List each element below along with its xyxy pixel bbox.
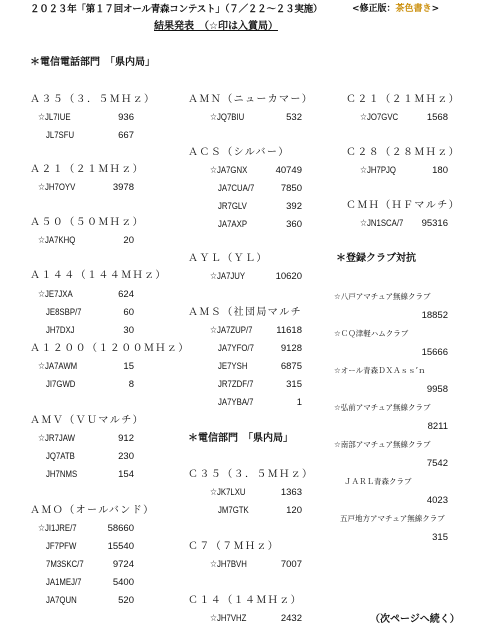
callsign: JR7GLV — [218, 201, 247, 212]
callsign: JI7GWD — [46, 379, 76, 390]
score: 520 — [118, 595, 134, 606]
club-score: 315 — [432, 532, 448, 543]
club-name: ☆弘前アマチュア無線クラブ — [334, 403, 431, 412]
callsign: ☆JH7OYV — [38, 182, 76, 193]
band-header-a21: Ａ２１（２１ＭＨｚ） — [30, 164, 144, 175]
band-header-a50: Ａ５０（５０ＭＨｚ） — [30, 217, 144, 228]
band-header-ayl: ＡＹＬ（ＹＬ） — [188, 253, 268, 264]
revision-prefix: <修正版： — [352, 4, 396, 14]
club-name: ☆オール青森ＤＸＡｓｓ’ｎ — [334, 366, 426, 375]
score: 1363 — [280, 487, 302, 498]
club-score: 9958 — [426, 384, 448, 395]
score: 360 — [286, 219, 302, 230]
club-score: 8211 — [427, 421, 448, 432]
band-header-c21: Ｃ２１（２１ＭＨｚ） — [346, 94, 460, 105]
band-header-c28: Ｃ２８（２８ＭＨｚ） — [346, 147, 460, 158]
club-score: 4023 — [426, 495, 448, 506]
score: 667 — [118, 130, 134, 141]
score: 180 — [432, 165, 448, 176]
score: 392 — [286, 201, 302, 212]
score: 1568 — [426, 112, 448, 123]
club-name: ＪＡＲＬ青森クラブ — [344, 477, 412, 486]
score: 58660 — [107, 523, 134, 534]
revision-suffix: > — [431, 4, 440, 14]
score: 912 — [118, 433, 134, 444]
score: 1 — [296, 397, 302, 408]
score: 60 — [123, 307, 134, 318]
score: 30 — [123, 325, 134, 336]
callsign: JH7DXJ — [46, 325, 75, 336]
callsign: ☆JA7KHQ — [38, 235, 76, 246]
callsign: ☆JL7IUE — [38, 112, 71, 123]
band-header-a35: Ａ３５（３．５ＭＨｚ） — [30, 94, 156, 105]
section-phone-prefecture: ＊電信電話部門 「県内局」 — [30, 57, 155, 68]
band-header-acs: ＡＣＳ（シルバー） — [188, 147, 290, 158]
score: 7007 — [280, 559, 302, 570]
band-header-a1200: Ａ１２００（１２００ＭＨｚ） — [30, 343, 190, 354]
callsign: ☆JH7PJQ — [360, 165, 396, 176]
score: 532 — [286, 112, 302, 123]
score: 5400 — [112, 577, 134, 588]
score: 10620 — [275, 271, 302, 282]
score: 315 — [286, 379, 302, 390]
callsign: ☆JH7BVH — [210, 559, 247, 570]
band-header-amv: ＡＭＶ（ＶＵマルチ） — [30, 415, 144, 426]
section-cw-prefecture: ＊電信部門 「県内局」 — [188, 433, 293, 444]
callsign: ☆JA7ZUP/7 — [210, 325, 253, 336]
callsign: JA7QUN — [46, 595, 77, 606]
score: 40749 — [275, 165, 302, 176]
score: 154 — [118, 469, 134, 480]
club-score: 18852 — [421, 310, 448, 321]
club-name: ☆八戸アマチュア無線クラブ — [334, 292, 431, 301]
score: 11618 — [276, 325, 302, 336]
callsign: ☆JI1JRE/7 — [38, 523, 77, 534]
callsign: ☆JA7AWM — [38, 361, 78, 372]
revision-highlight: 茶色書き — [395, 4, 432, 14]
callsign: JR7ZDF/7 — [218, 379, 254, 390]
band-header-ams: ＡＭＳ（社団局マルチ — [188, 307, 302, 318]
score: 15 — [123, 361, 134, 372]
callsign: JA7YFO/7 — [218, 343, 254, 354]
callsign: JE8SBP/7 — [46, 307, 82, 318]
band-header-a144: Ａ１４４（１４４ＭＨｚ） — [30, 270, 167, 281]
callsign: 7M3SKC/7 — [46, 559, 84, 570]
score: 2432 — [280, 613, 302, 624]
score: 7850 — [280, 183, 302, 194]
callsign: ☆JH7VHZ — [210, 613, 247, 624]
band-header-amo: ＡＭＯ（オールバンド） — [30, 505, 155, 516]
callsign: ☆JR7JAW — [38, 433, 76, 444]
callsign: ☆JQ7BIU — [210, 112, 245, 123]
callsign: JA7CUA/7 — [218, 183, 255, 194]
score: 6875 — [280, 361, 302, 372]
score: 9724 — [112, 559, 134, 570]
revision-note — [352, 5, 439, 14]
callsign: ☆JO7GVC — [360, 112, 399, 123]
score: 3978 — [112, 182, 134, 193]
callsign: JA1MEJ/7 — [46, 577, 82, 588]
score: 20 — [123, 235, 134, 246]
score: 230 — [118, 451, 134, 462]
band-header-c7: Ｃ７（７ＭＨｚ） — [188, 541, 280, 552]
callsign: JE7YSH — [218, 361, 248, 372]
band-header-c35: Ｃ３５（３．５ＭＨｚ） — [188, 469, 314, 480]
band-header-amn: ＡＭＮ（ニューカマー） — [188, 94, 314, 105]
callsign: JA7AXP — [218, 219, 248, 230]
club-name: ☆南部アマチュア無線クラブ — [334, 440, 431, 449]
callsign: JL7SFU — [46, 130, 75, 141]
callsign: ☆JN1SCA/7 — [360, 218, 404, 229]
section-club: ＊登録クラブ対抗 — [336, 253, 416, 264]
score: 8 — [128, 379, 134, 390]
callsign: JA7YBA/7 — [218, 397, 254, 408]
score: 15540 — [107, 541, 134, 552]
club-score: 7542 — [426, 458, 448, 469]
score: 9128 — [280, 343, 302, 354]
callsign: ☆JA7GNX — [210, 165, 248, 176]
club-score: 15666 — [421, 347, 448, 358]
callsign: ☆JA7JUY — [210, 271, 246, 282]
band-header-c14: Ｃ１４（１４ＭＨｚ） — [188, 595, 302, 606]
band-header-cmh: ＣＭＨ（ＨＦマルチ） — [346, 200, 460, 211]
score: 120 — [286, 505, 302, 516]
callsign: ☆JK7LXU — [210, 487, 246, 498]
score: 624 — [118, 289, 134, 300]
callsign: JM7GTK — [218, 505, 249, 516]
club-name: 五戸地方アマチュア無線クラブ — [340, 514, 445, 523]
callsign: JH7NMS — [46, 469, 78, 480]
page-title: ２０２３年「第１７回オール青森コンテスト」（７／２２〜２３実施） — [30, 4, 323, 15]
results-announcement: 結果発表 （☆印は入賞局） — [154, 21, 278, 32]
callsign: ☆JE7JXA — [38, 289, 73, 300]
score: 936 — [118, 112, 134, 123]
callsign: JQ7ATB — [46, 451, 75, 462]
club-name: ☆ＣＱ津軽ハムクラブ — [334, 329, 409, 338]
score: 95316 — [421, 218, 448, 229]
callsign: JF7PFW — [46, 541, 77, 552]
next-page-note: （次ページへ続く） — [370, 614, 460, 625]
